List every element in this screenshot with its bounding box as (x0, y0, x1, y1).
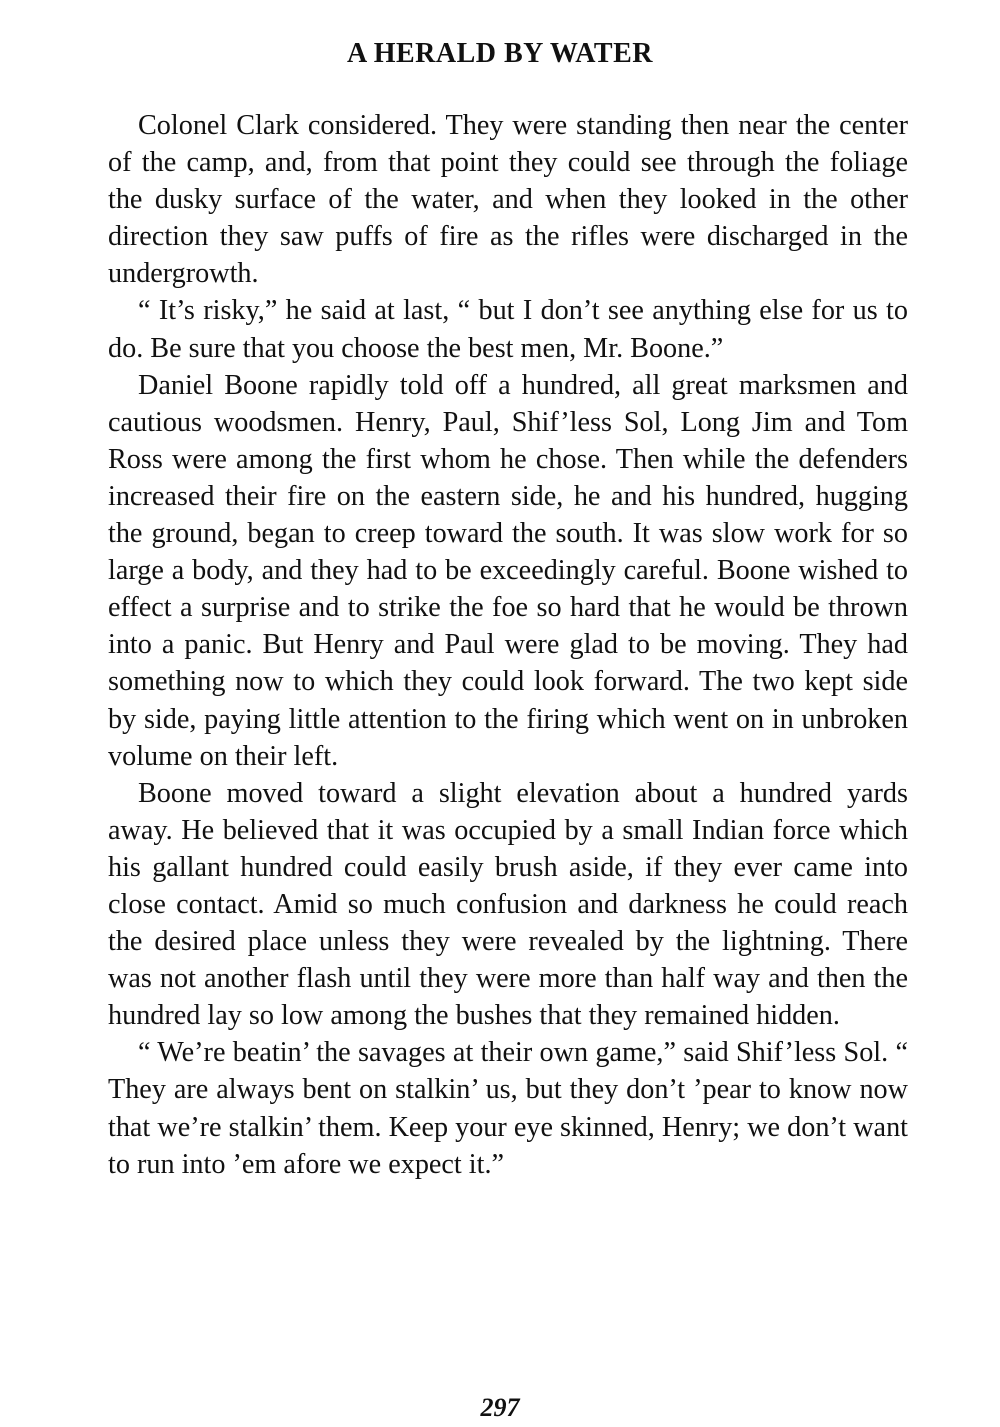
body-text (108, 107, 908, 1183)
paragraph-2: “ It’s risky,” he said at last, “ but I don’t see anything else for us to do. Be sure that you choose the best men, Mr. Boone.” (108, 295, 908, 364)
page-number: 297 (480, 1393, 520, 1422)
running-head: A HERALD BY WATER (347, 38, 653, 69)
paragraph-4: Boone moved toward a slight elevation about a hundred yards away. He believed that it was occupied by a small Indian force which his gallant hundred could easily brush aside, if they ever came into close contact. Amid so much confusion and darkness he could reach the desired place unless they were revealed by the lightning. There was not another flash until they were more than half way and then the hundred lay so low among the bushes that they remained hidden. (108, 777, 908, 1032)
paragraph-1: Colonel Clark considered. They were standing then near the center of the camp, and, from that point they could see through the foliage the dusky surface of the water, and when they looked in the other direction they saw puffs of fire as the rifles were discharged in the undergrowth. (108, 110, 908, 290)
paragraph-3: Daniel Boone rapidly told off a hundred, all great marksmen and cautious woodsmen. Henry, Paul, Shif’less Sol, Long Jim and Tom Ross were among the first whom he chose. Then while the defenders increased their fire on the eastern side, he and his hundred, hugging the ground, began to creep toward the south. It was slow work for so large a body, and they had to be exceedingly careful. Boone wished to effect a surprise and to strike the foe so hard that he would be thrown into a panic. But Henry and Paul were glad to be moving. They had something now to which they could look forward. The two kept side by side, paying little attention to the firing which went on in unbroken volume on their left. (108, 369, 908, 772)
paragraph-5: “ We’re beatin’ the savages at their own game,” said Shif’less Sol. “ They are always bent on stalkin’ us, but they don’t ’pear to know now that we’re stalkin’ them. Keep your eye skinned, Henry; we don’t want to run into ’em afore we expect it.” (108, 1037, 908, 1180)
